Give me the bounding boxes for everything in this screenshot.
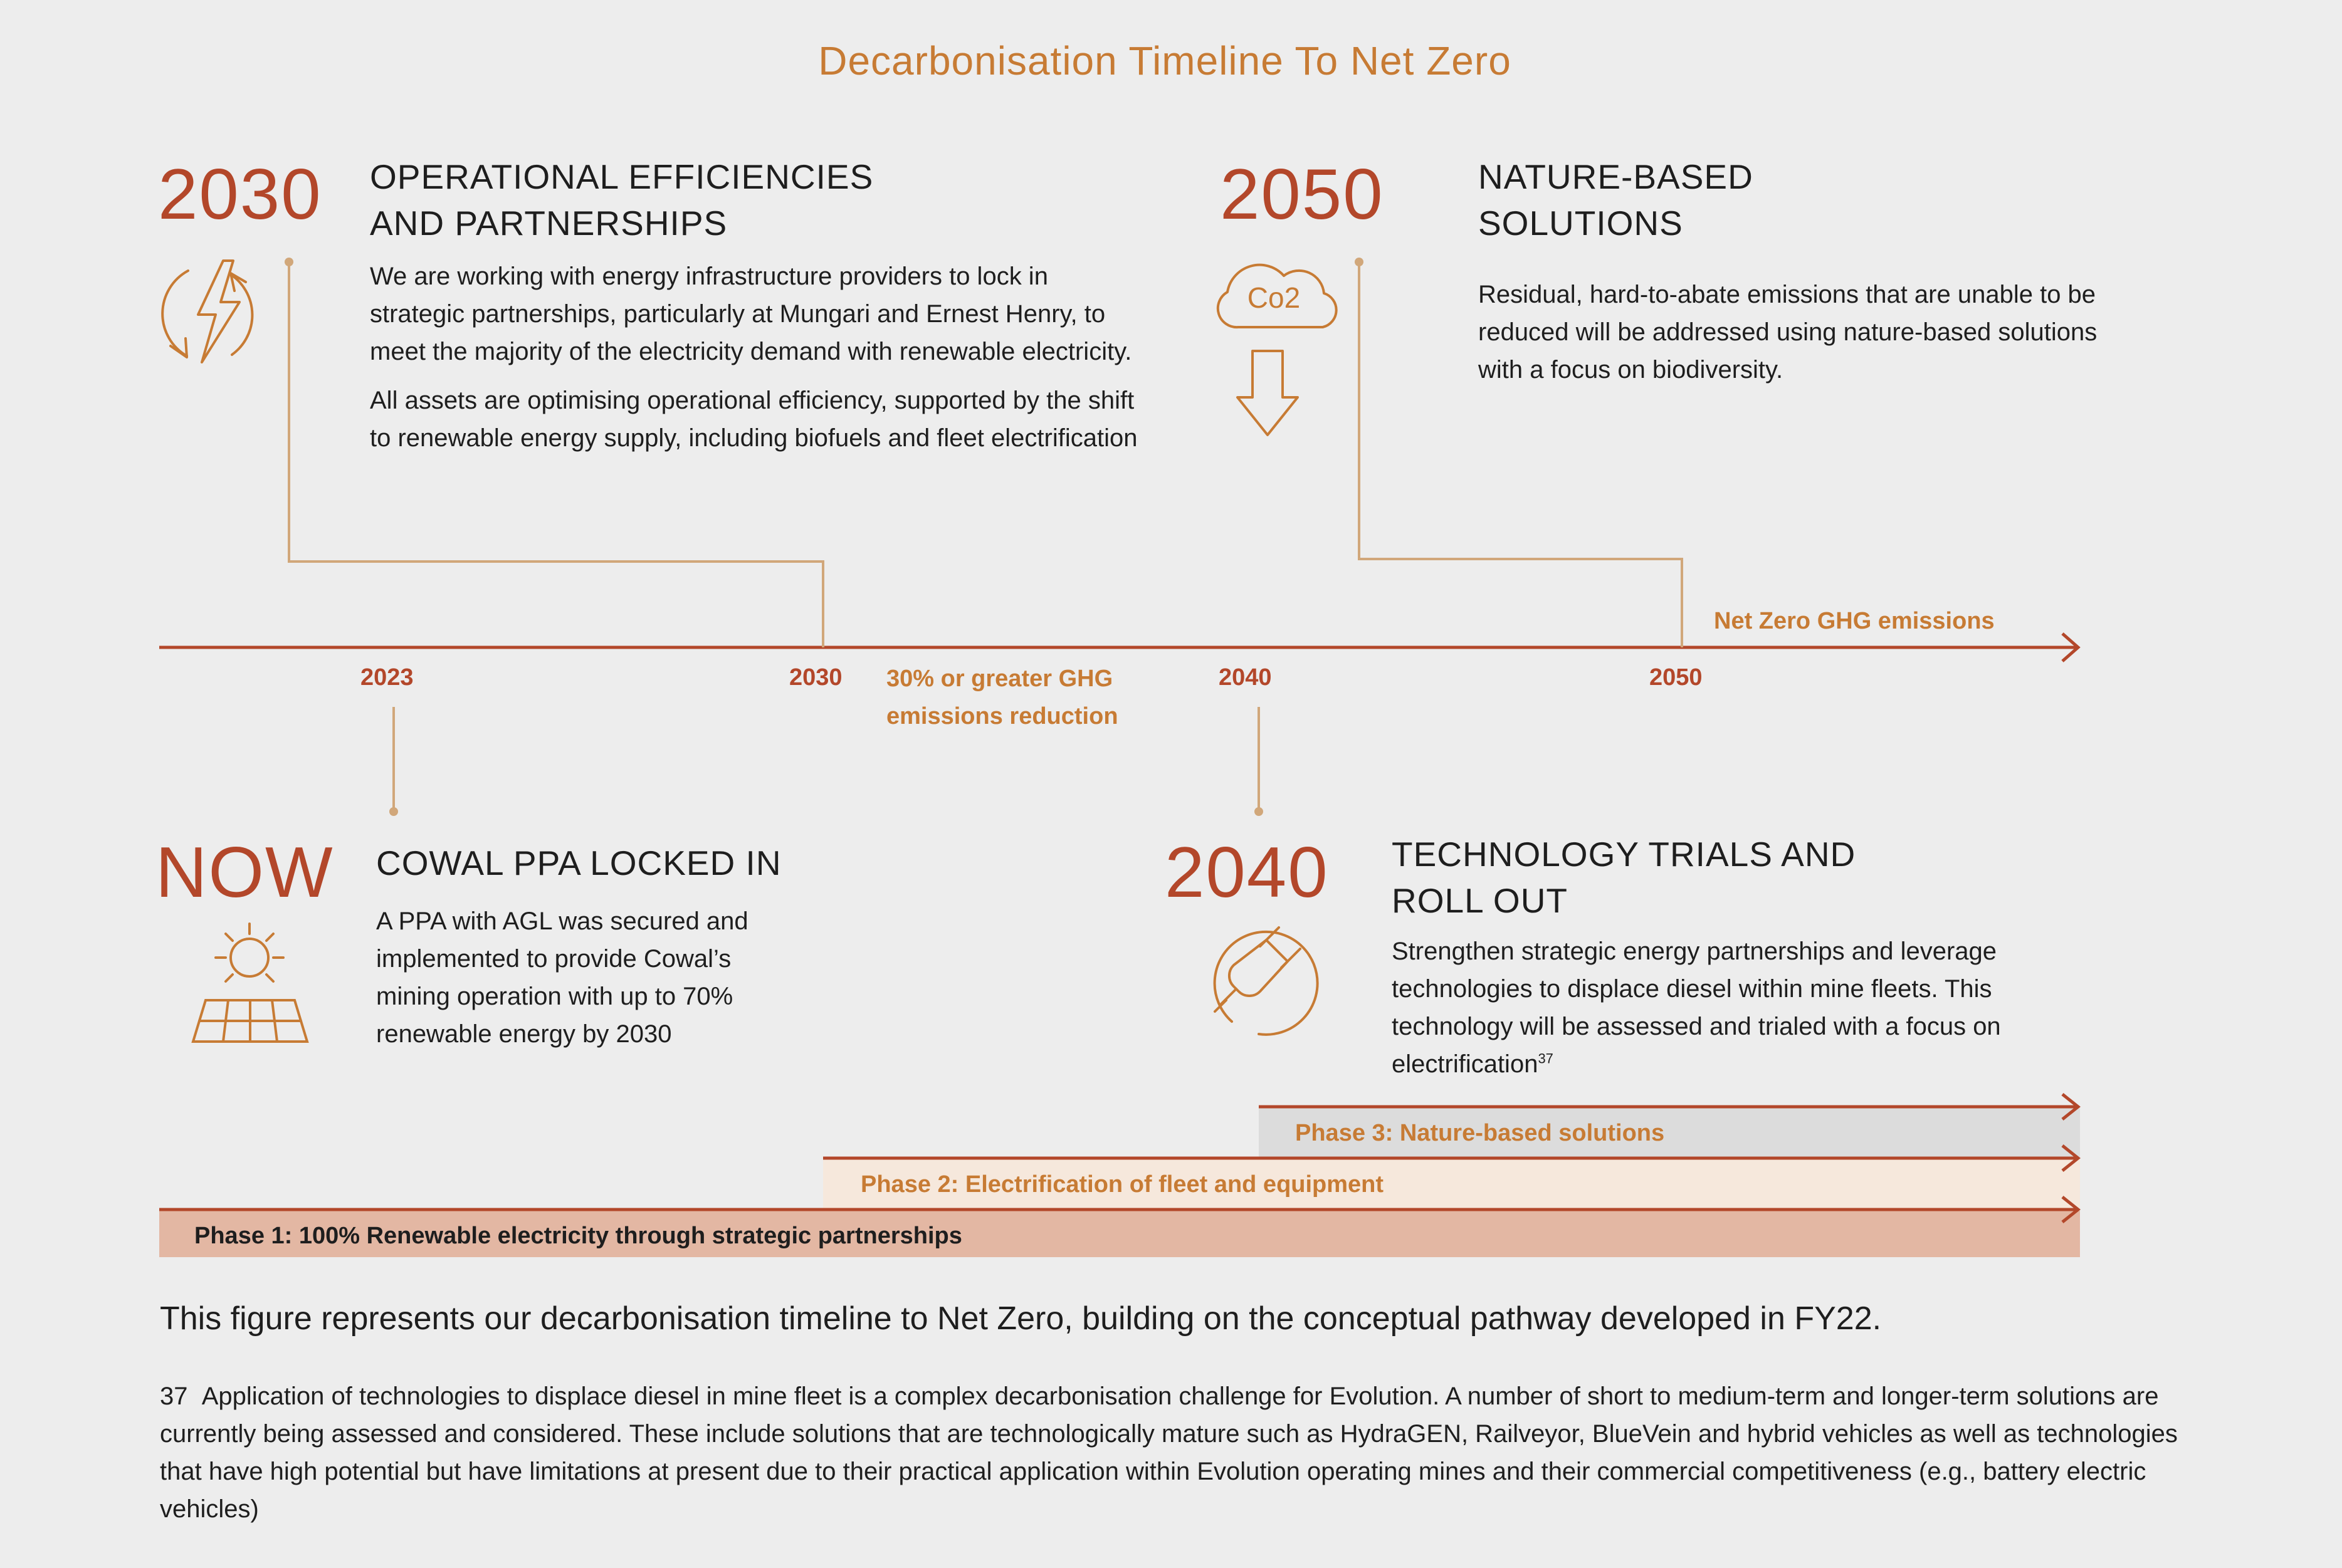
milestone-now-text — [376, 902, 809, 1064]
phase-3-label: Phase 3: Nature-based solutions — [1295, 1120, 1665, 1146]
electric-plug-icon — [1215, 928, 1318, 1035]
phase-2-label: Phase 2: Electrification of fleet and equipment — [861, 1171, 1384, 1198]
milestone-2040-para1 — [1392, 933, 2094, 1083]
reduction-target-line1: 30% or greater GHG — [886, 666, 1113, 692]
milestone-2030-para2: All assets are optimising operational efficiency, supported by the shift to renewable energy supply, including biofuels and fleet electrification — [370, 387, 1138, 452]
milestone-2030-year: 2030 — [158, 155, 322, 234]
milestone-2040-para1-text: Strengthen strategic energy partnerships and leverage technologies to displace diesel within mine fleets. This technology will be assessed and trialed with a focus on electrification — [1392, 938, 2001, 1078]
connector-now-dot — [389, 807, 398, 816]
milestone-2050-heading-line1: NATURE-BASED — [1478, 157, 1753, 196]
footnote — [160, 1377, 2191, 1528]
axis-tick-2050: 2050 — [1649, 664, 1703, 691]
axis-tick-2030: 2030 — [789, 664, 843, 691]
milestone-2050-heading-line2: SOLUTIONS — [1478, 204, 1683, 243]
phase-1-label: Phase 1: 100% Renewable electricity through strategic partnerships — [194, 1223, 962, 1249]
milestone-2030-text — [370, 258, 1141, 468]
milestone-2050-heading — [1478, 154, 1753, 246]
milestone-2030-para1: We are working with energy infrastructure providers to lock in strategic partnerships, particularly at Mungari and Ernest Henry, to meet the majority of the electricity demand with renewable electricity. — [370, 263, 1132, 365]
milestone-now-heading — [376, 840, 782, 886]
milestone-2030-heading — [370, 154, 873, 246]
milestone-2030-heading-line2: AND PARTNERSHIPS — [370, 204, 728, 243]
milestone-2040-heading-line1: TECHNOLOGY TRIALS AND — [1392, 835, 1856, 874]
milestone-2050-year: 2050 — [1220, 155, 1384, 234]
net-zero-label: Net Zero GHG emissions — [1714, 608, 1995, 634]
axis-tick-2040: 2040 — [1219, 664, 1272, 691]
co2-label: Co2 — [1247, 281, 1301, 314]
milestone-2040-text — [1392, 933, 2094, 1094]
milestone-now-year: NOW — [155, 833, 334, 912]
footnote-number: 37 — [160, 1382, 188, 1410]
milestone-2040-heading — [1392, 831, 1856, 924]
connector-2040-dot — [1254, 807, 1263, 816]
milestone-2050-para1: Residual, hard-to-abate emissions that are unable to be reduced will be addressed using nature-based solutions with a focus on biodiversity. — [1478, 281, 2098, 384]
milestone-2030-heading-line1: OPERATIONAL EFFICIENCIES — [370, 157, 874, 196]
axis-tick-2023: 2023 — [360, 664, 414, 691]
connector-2030-dot — [285, 258, 293, 266]
figure-title: Decarbonisation Timeline To Net Zero — [818, 38, 1511, 83]
footnote-text: Application of technologies to displace diesel in mine fleet is a complex decarbonisation challenge for Evolution. A number of short to medium-term and longer-term solutions are currently being assessed and considered. These include solutions that are technologically mature such as HydraGEN, Railveyor, BlueVein and hybrid vehicles as well as technologies that have high potential but have limitations at present due to their practical application within Evolution operating mines and their commercial competitiveness (e.g., battery electric vehicles) — [160, 1382, 2178, 1523]
reduction-target-note — [886, 660, 1118, 735]
footnote-ref-37[interactable]: 37 — [1538, 1050, 1553, 1067]
reduction-target-line2: emissions reduction — [886, 703, 1118, 729]
solar-panel-sun-icon — [193, 924, 307, 1042]
figure-caption: This figure represents our decarbonisation timeline to Net Zero, building on the conceptual pathway developed in FY22. — [160, 1300, 1882, 1337]
connector-2050-dot — [1355, 258, 1363, 266]
renewable-energy-cycle-icon — [162, 261, 252, 362]
milestone-2040-heading-line2: ROLL OUT — [1392, 881, 1568, 920]
milestone-now-heading-line1: COWAL PPA LOCKED IN — [376, 844, 782, 882]
milestone-now-para1: A PPA with AGL was secured and implemented to provide Cowal’s mining operation with up to 70% renewable energy by 2030 — [376, 907, 748, 1048]
milestone-2050-text — [1478, 276, 2124, 400]
milestone-2040-year: 2040 — [1165, 833, 1329, 912]
